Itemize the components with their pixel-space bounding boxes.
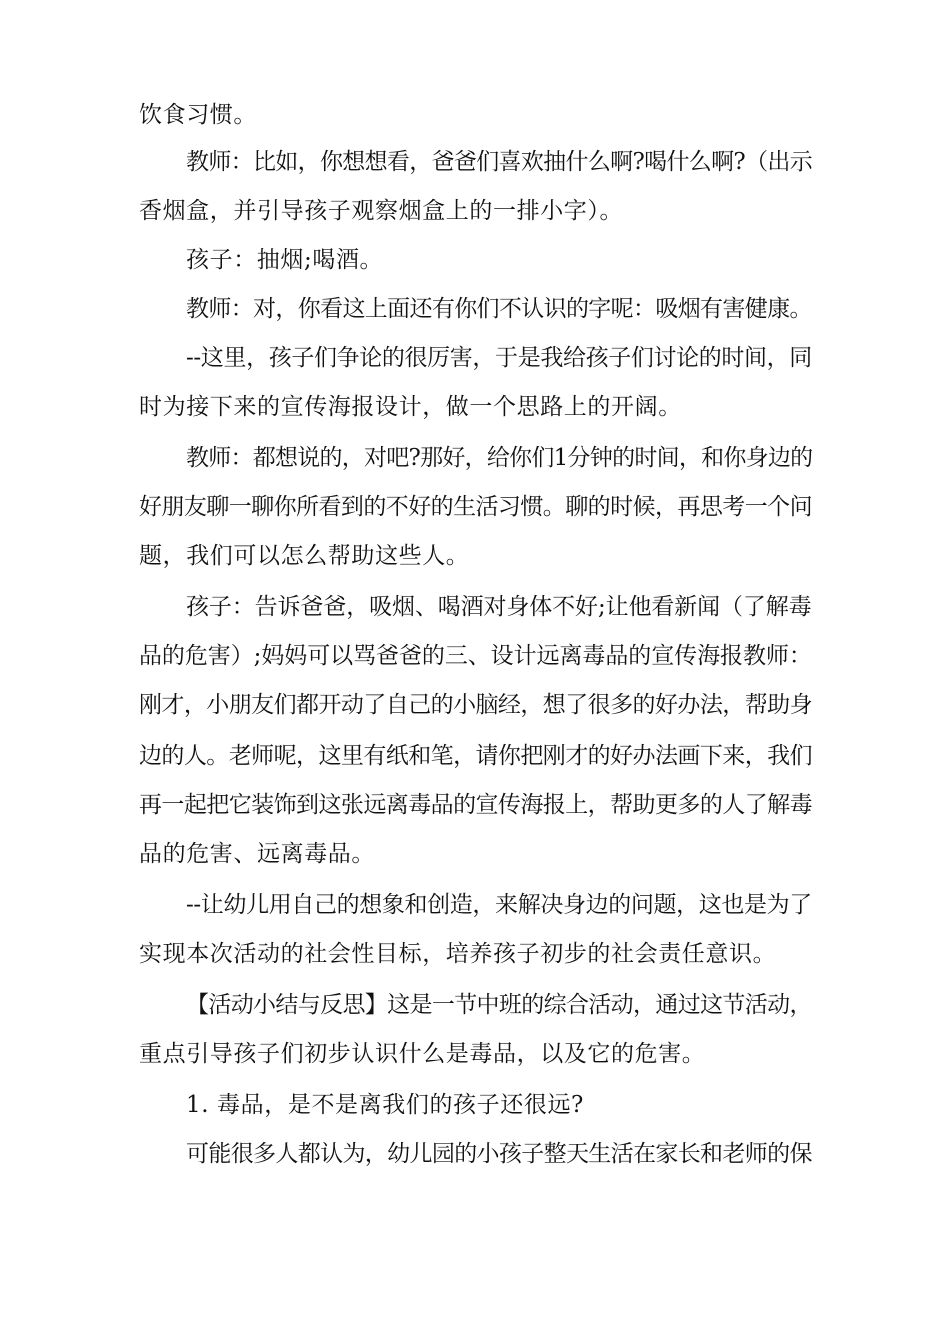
text-line: 再一起把它装饰到这张远离毒品的宣传海报上，帮助更多的人了解毒	[139, 792, 812, 818]
text-line: 边的人。老师呢，这里有纸和笔，请你把刚才的好办法画下来，我们	[139, 743, 812, 769]
text-line: --这里，孩子们争论的很厉害，于是我给孩子们讨论的时间，同	[186, 345, 812, 371]
text-line: 饮食习惯。	[139, 102, 257, 128]
text-line: 好朋友聊一聊你所看到的不好的生活习惯。聊的时候，再思考一个问	[139, 494, 812, 520]
text-line: 时为接下来的宣传海报设计，做一个思路上的开阔。	[139, 394, 682, 420]
text-line: 香烟盒，并引导孩子观察烟盒上的一排小字）。	[139, 198, 624, 224]
text-line: 可能很多人都认为，幼儿园的小孩子整天生活在家长和老师的保	[186, 1141, 812, 1167]
text-line: 品的危害）;妈妈可以骂爸爸的三、设计远离毒品的宣传海报教师：	[139, 643, 812, 669]
text-line: 孩子：告诉爸爸，吸烟、喝酒对身体不好;让他看新闻（了解毒	[186, 594, 812, 620]
text-line: 重点引导孩子们初步认识什么是毒品，以及它的危害。	[139, 1041, 706, 1067]
text-line: 题，我们可以怎么帮助这些人。	[139, 543, 470, 569]
text-line: 刚才，小朋友们都开动了自己的小脑经，想了很多的好办法，帮助身	[139, 692, 812, 718]
text-line: 实现本次活动的社会性目标，培养孩子初步的社会责任意识。	[139, 941, 777, 967]
list-item-heading: 1. 毒品，是不是离我们的孩子还很远?	[186, 1092, 584, 1118]
text-line: --让幼儿用自己的想象和创造，来解决身边的问题，这也是为了	[186, 892, 812, 918]
text-line: 品的危害、远离毒品。	[139, 841, 375, 867]
text-line: 教师：对，你看这上面还有你们不认识的字呢：吸烟有害健康。	[186, 296, 812, 322]
text-line: 教师：比如，你想想看，爸爸们喜欢抽什么啊?喝什么啊?（出示	[186, 149, 813, 175]
text-line: 【活动小结与反思】这是一节中班的综合活动，通过这节活动，	[186, 992, 812, 1018]
text-line: 教师：都想说的，对吧?那好，给你们1分钟的时间，和你身边的	[186, 445, 813, 471]
text-line: 孩子：抽烟;喝酒。	[186, 247, 384, 273]
